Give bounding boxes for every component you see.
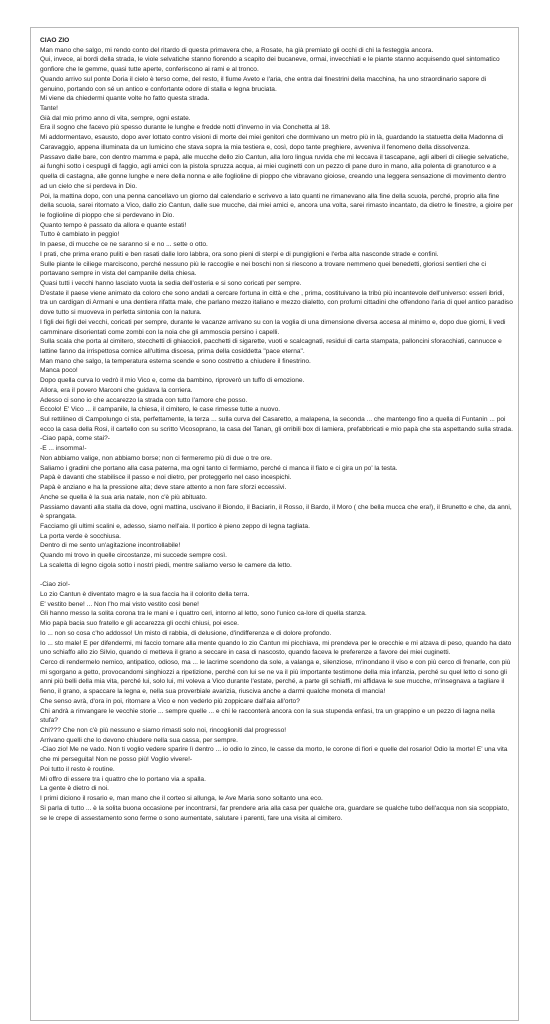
paragraph: Chi andrà a rinvangare le vecchie storie ... sempre quelle ... e chi le racconterà ancora con la sua stupenda enfasi, tra un grappino e un pezzo di lagna nella stufa? [40, 707, 495, 725]
paragraph: Io ... non so cosa c'ho addosso! Un misto di rabbia, di delusione, d'indifferenza e di dolore profondo. [40, 629, 332, 637]
paragraph: Mi addormentavo, esausto, dopo aver lottato contro visioni di morte dei miei genitori che dormivano un metro più in là, guardando la statuetta della Madonna di Caravaggio, appena illuminata da un lumicino che stava sopra la mia testiera e, così, dopo tante preghiere, avveniva il fenomeno della dissolvenza. [40, 134, 504, 151]
paragraph: Già dal mio primo anno di vita, sempre, ogni estate. [40, 114, 191, 122]
paragraph: Qui, invece, ai bordi della strada, le viole selvatiche stanno fiorendo a scapito dei bucaneve, ormai, invecchiati e le piante stanno acquisendo quel sintomatico gonfiore che le gemme, quasi tutte aperte, conferiscono ai rami e al tronco. [40, 56, 500, 74]
document-title: CIAO ZIO [40, 37, 70, 44]
paragraph: Non abbiamo valige, non abbiamo borse; non ci fermeremo più di due o tre ore. [40, 454, 273, 462]
document-page [30, 27, 519, 1021]
section-two [40, 580, 513, 823]
paragraph: Mio papà bacia suo fratello e gli accarezza gli occhi chiusi, poi esce. [40, 620, 240, 628]
paragraph: I prati, che prima erano puliti e ben rasati dalle loro labbra, ora sono pieni di sterpi e di pungiglioni e l'erba alta nasconde strade e confini. [40, 250, 439, 258]
paragraph: Si parla di tutto ... è la solita buona occasione per incontrarsi, far prendere aria alla casa per qualche ora, guardare se qualche tubo dell'acqua non sia scoppiato, se le crepe di assestamento sono ferme o sono aumentate, salutare i parenti, fare una visita al cimitero. [40, 804, 509, 822]
paragraph: Poi, la mattina dopo, con una penna cancellavo un giorno dal calendario e scrivevo a lato quanti ne rimanevano alla fine della scuola, perché, proprio alla fine della scuola, sarei ritornato a Vico, dallo zio Cantun, dalle sue mucche, dai miei amici e, ancora una volta, sarei rimasto incantato, da dietro le finestre, a gioire per le foglioline di pioppo che si perdevano in Dio. [40, 192, 513, 219]
paragraph: Man mano che salgo, la temperatura esterna scende e sono costretto a chiudere il finestrino. [40, 357, 311, 365]
paragraph: Adesso ci sono io che accarezzo la strada con tutto l'amore che posso. [40, 396, 248, 404]
paragraph: Arrivano quelli che lo devono chiudere nella sua cassa, per sempre. [40, 736, 238, 744]
paragraph: Quando mi trovo in quelle circostanze, mi succede sempre così. [40, 552, 227, 560]
paragraph: -E ... insomma!- [40, 445, 87, 453]
paragraph: Anche se quella è la sua aria natale, non c'è più abituato. [40, 493, 207, 501]
paragraph: Facciamo gli ultimi scalini e, adesso, siamo nell'aia. Il portico è pieno zeppo di legna tagliata. [40, 522, 310, 530]
paragraph: La porta verde è socchiusa. [40, 532, 122, 540]
paragraph: Saliamo i gradini che portano alla casa paterna, ma ogni tanto ci fermiamo, perché ci manca il fiato e ci gira un po' la testa. [40, 464, 398, 472]
paragraph: La scaletta di legno cigola sotto i nostri piedi, mentre saliamo verso le camere da letto. [40, 561, 292, 569]
paragraph: Era il sogno che facevo più spesso durante le lunghe e fredde notti d'inverno in via Conchetta al 18. [40, 124, 331, 132]
paragraph: -Ciao zio!- [40, 581, 71, 589]
paragraph: Sulle piante le ciliege marciscono, perché nessuno più le raccoglie e nei boschi non si riescono a trovare nemmeno quei benedetti, gloriosi sentieri che ci portavano sempre in vista del campanile della chiesa. [40, 260, 487, 278]
paragraph: Mi viene da chiedermi quante volte ho fatto questa strada. [40, 95, 210, 103]
paragraph: Tante! [40, 105, 58, 113]
paragraph: Dentro di me sento un'agitazione incontrollabile! [40, 542, 181, 550]
paragraph: -Ciao zio! Me ne vado. Non ti voglio vedere sparire lì dentro ... io odio lo zinco, le casse da morto, le corone di fiori e quelle del rosario! Odio la morte! E' una vita che mi perseguita! Non ne posso più! Voglio vivere!- [40, 746, 508, 764]
paragraph: Quasi tutti i vecchi hanno lasciato vuota la sedia dell'osteria e si sono coricati per sempre. [40, 279, 302, 287]
paragraph: La gente è dietro di noi. [40, 785, 109, 793]
paragraph: Che senso avrà, d'ora in poi, ritornare a Vico e non vederlo più zoppicare dall'aia all'orto? [40, 697, 300, 705]
paragraph: Passiamo davanti alla stalla da dove, ogni mattina, uscivano il Biondo, il Baciarin, il Rosso, il Bardo, il Moro ( che bella mucca che era!), il Brunetto e che, da anni, è sprangata. [40, 503, 512, 521]
paragraph: Passavo dalle bare, con dentro mamma e papà, alle mucche dello zio Cantun, alla loro lingua ruvida che mi leccava il tascapane, agli alberi di ciliegie selvatiche, ai funghi sotto i cespugli di faggio, agli amici con la pistola spruzza acqua, ai miei cuginetti con un pezzo di pane duro in mano, alla polenta di granoturco e a quella di castagna, alle gonne lunghe e nere della nonna e alle foglioline di pioppo che vibravano gioiose, creando una leggera sensazione di movimento dentro ad un cielo che si perdeva in Dio. [40, 153, 509, 190]
paragraph: Io ... sto male! E per difendermi, mi faccio tornare alla mente quando lo zio Cantun mi picchiava, mi prendeva per le orecchie e mi alzava di peso, quando ha dato uno schiaffo allo zio Silvio, quando ci metteva il grano a seccare in casa di nascosto, quando faceva le preferenze a favore dei miei cuginetti. [40, 639, 512, 657]
paragraph: Sulla scala che porta al cimitero, stecchetti di ghiaccioli, pacchetti di sigarette, vuoti e scalcagnati, residui di carta stampata, palloncini sforacchiati, cannucce e lattine fanno da irrispettosa cornice all'ultima discesa, prima della cosiddetta "pace eterna". [40, 338, 502, 355]
paragraph: Papà è anziano e ha la pressione alta; deve stare attento a non fare sforzi eccessivi. [40, 484, 287, 492]
paragraph: Chi??? Che non c'è più nessuno e siamo rimasti solo noi, rincoglioniti dal progresso! [40, 727, 287, 735]
paragraph: Allora, era il povero Marconi che guidava la corriera. [40, 386, 193, 394]
section-one [40, 46, 513, 571]
paragraph: Cerco di rendermelo nemico, antipatico, odioso, ma ... le lacrime scendono da sole, a valanga e, silenziose, m'inondano il viso e con più cerco di frenarle, con più mi sgorgano a getto, provocandomi singhiozzi a ripetizione, perché con lui se ne va il più importante testimone della mia infanzia, perché su quel letto ci sono gli anni più belli della mia vita, perché lui, solo lui, mi voleva a Vico durante l'estate, perché, a parte gli schiaffi, mi affidava le sue mucche, m'insegnava a tagliare il fieno, il grano, a spaccare la legna e, nella sua proverbiale avarizia, riusciva anche a darmi qualche moneta di mancia! [40, 659, 511, 696]
paragraph: Dopo quella curva lo vedrò il mio Vico e, come da bambino, riproverò un tuffo di emozione. [40, 377, 305, 385]
paragraph: Quando arrivo sul ponte Doria il cielo è terso come, del resto, il fiume Aveto e l'aria, che entra dai finestrini della macchina, ha uno straordinario sapore di genuino, portando con sé un antico e confortante odore di stalla e legna bruciata. [40, 75, 487, 93]
paragraph: Papà è davanti che stabilisce il passo e noi dietro, per proteggerlo nel caso incespichi. [40, 474, 292, 482]
paragraph: Man mano che salgo, mi rendo conto del ritardo di questa primavera che, a Rosate, ha già premiato gli occhi di chi la festeggia ancora. [40, 46, 434, 54]
paragraph: E' vestito bene! ... Non l'ho mai visto vestito così bene! [40, 600, 200, 608]
paragraph: Lo zio Cantun è diventato magro e la sua faccia ha il colorito della terra. [40, 590, 250, 598]
paragraph: I primi diciono il rosario e, man mano che il corteo si allunga, le Ave Maria sono soltanto una eco. [40, 795, 323, 803]
paragraph: Gli hanno messo la solita corona tra le mani e i quattro ceri, intorno al letto, sono l'unico ca-lore di quella stanza. [40, 610, 367, 618]
paragraph: Poi tutto il resto è routine. [40, 765, 115, 773]
paragraph: Mi offro di essere tra i quattro che lo portano via a spalla. [40, 775, 206, 783]
paragraph: Sul rettilineo di Campolungo ci sta, perfettamente, la terza ... sulla curva del Casaretto, a malapena, la seconda ... che mantengo fino a quella di Funtanin ... poi ecco la casa della Rosi, il cartello con su scritto Vicosoprano, la casa del Tanan, gli orribili box di lamiera, prefabbricati e mio papà che sta aspettando sulla strada. [40, 416, 513, 433]
paragraph: Tutto è cambiato in peggio! [40, 231, 120, 239]
paragraph: Manca poco! [40, 367, 78, 375]
paragraph: Eccolo! E' Vico ... il campanile, la chiesa, il cimitero, le case rimesse tutte a nuovo. [40, 406, 281, 414]
document-body [40, 36, 513, 823]
paragraph: In paese, di mucche ce ne saranno sì e no ... sette o otto. [40, 241, 208, 249]
paragraph: I figli dei figli dei vecchi, coricati per sempre, durante le vacanze arrivano su con la voglia di una dimensione diversa accesa al minimo e, dopo due giorni, li vedi camminare disorientati come zombi con la noia che gli ammoscia persino i capelli. [40, 318, 506, 336]
paragraph: D'estate il paese viene animato da coloro che sono andati a cercare fortuna in città e che , prima, costituivano la tribù più incantevole dell'universo: esseri ibridi, tra un cardigan di Armani e una dentiera rifatta male, che parlano mezzo italiano e mezzo dialetto, con profumi cittadini che offendono l'aria di quel antico paradiso dove tutto si muoveva in perfetta sintonia con la natura. [40, 289, 513, 317]
paragraph: Quanto tempo è passato da allora e quante estati! [40, 221, 187, 229]
paragraph: -Ciao papà, come stai?- [40, 435, 111, 443]
paragraph-gap [40, 571, 513, 581]
